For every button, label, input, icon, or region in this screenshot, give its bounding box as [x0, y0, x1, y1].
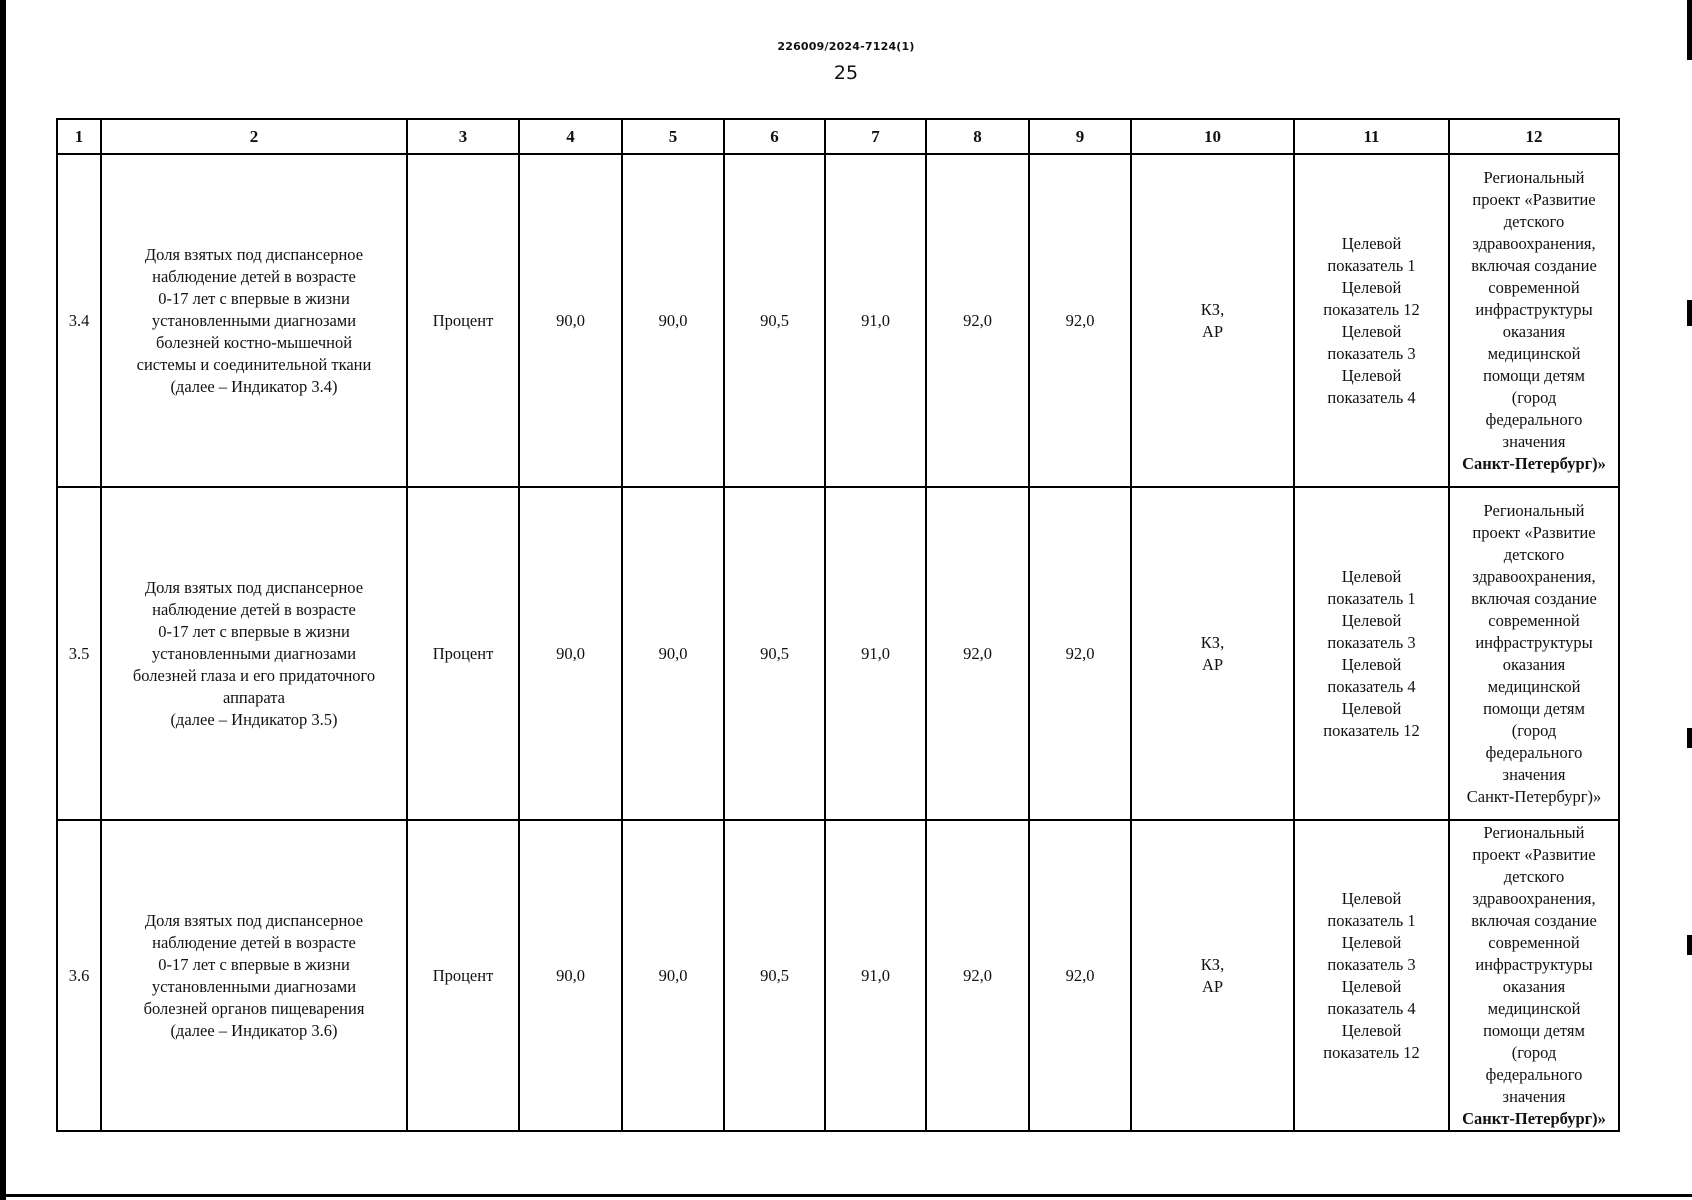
indicator-name-line: 0-17 лет с впервые в жизни: [158, 621, 350, 641]
unit-cell: Процент: [407, 820, 519, 1131]
value-cell-4: 90,0: [519, 487, 622, 820]
indicator-name-cell: [101, 154, 407, 487]
indicator-name-line: болезней органов пищеварения: [143, 998, 365, 1018]
project-line: проект «Развитие: [1472, 522, 1596, 542]
indicator-name-cell: [101, 487, 407, 820]
project-line: медицинской: [1487, 998, 1581, 1018]
row-id-cell: 3.4: [57, 154, 101, 487]
column-header: 5: [622, 119, 724, 154]
project-line: (город: [1511, 387, 1557, 407]
project-cell: [1449, 820, 1619, 1131]
target-line: показатель 1: [1327, 588, 1416, 608]
target-line: показатель 3: [1327, 343, 1416, 363]
target-line: Целевой: [1341, 888, 1402, 908]
scan-edge-bottom: [0, 1194, 1692, 1197]
responsible-line: АР: [1201, 321, 1224, 341]
responsible-line: КЗ,: [1200, 954, 1225, 974]
indicator-name-line: Доля взятых под диспансерное: [144, 910, 364, 930]
target-line: показатель 4: [1327, 387, 1416, 407]
column-header: 7: [825, 119, 926, 154]
indicator-name-line: 0-17 лет с впервые в жизни: [158, 954, 350, 974]
project-line: (город: [1511, 720, 1557, 740]
project-line: современной: [1488, 277, 1580, 297]
value-cell-7: 91,0: [825, 154, 926, 487]
table-row: [57, 820, 1619, 1131]
value-cell-8: 92,0: [926, 154, 1029, 487]
project-line: Региональный: [1483, 500, 1585, 520]
project-line: инфраструктуры: [1475, 299, 1593, 319]
unit-cell: Процент: [407, 487, 519, 820]
responsible-line: АР: [1201, 654, 1224, 674]
indicator-name-line: установленными диагнозами: [151, 310, 357, 330]
targets-cell: [1294, 487, 1449, 820]
column-header: 2: [101, 119, 407, 154]
project-line: оказания: [1502, 654, 1566, 674]
responsible-cell: [1131, 820, 1294, 1131]
target-line: Целевой: [1341, 277, 1402, 297]
project-line: включая создание: [1471, 255, 1597, 275]
project-line: включая создание: [1471, 588, 1597, 608]
target-line: показатель 12: [1323, 720, 1420, 740]
project-line: детского: [1503, 544, 1565, 564]
project-line: значения: [1502, 764, 1566, 784]
project-line: помощи детям: [1483, 698, 1585, 718]
target-line: Целевой: [1341, 698, 1402, 718]
target-line: Целевой: [1341, 976, 1402, 996]
indicator-name-line: 0-17 лет с впервые в жизни: [158, 288, 350, 308]
indicators-table: [56, 118, 1620, 1132]
column-header: 1: [57, 119, 101, 154]
row-id-cell: 3.5: [57, 487, 101, 820]
indicator-name-line: наблюдение детей в возрасте: [152, 932, 356, 952]
project-line: федерального: [1485, 742, 1583, 762]
project-line: здравоохранения,: [1472, 566, 1596, 586]
value-cell-8: 92,0: [926, 820, 1029, 1131]
targets-cell: [1294, 154, 1449, 487]
indicator-name-line: системы и соединительной ткани: [136, 354, 372, 374]
project-line: проект «Развитие: [1472, 189, 1596, 209]
value-cell-6: 90,5: [724, 154, 825, 487]
unit-cell: Процент: [407, 154, 519, 487]
target-line: показатель 4: [1327, 998, 1416, 1018]
table-row: [57, 487, 1619, 820]
value-cell-8: 92,0: [926, 487, 1029, 820]
project-line: оказания: [1502, 321, 1566, 341]
indicator-name-line: аппарата: [223, 687, 285, 707]
project-line: медицинской: [1487, 343, 1581, 363]
value-cell-7: 91,0: [825, 487, 926, 820]
project-line: Санкт-Петербург)»: [1462, 1108, 1606, 1128]
value-cell-9: 92,0: [1029, 820, 1131, 1131]
target-line: показатель 3: [1327, 632, 1416, 652]
value-cell-9: 92,0: [1029, 487, 1131, 820]
indicator-name-line: Доля взятых под диспансерное: [144, 577, 364, 597]
column-header: 8: [926, 119, 1029, 154]
target-line: показатель 1: [1327, 910, 1416, 930]
project-line: современной: [1488, 610, 1580, 630]
column-header: 6: [724, 119, 825, 154]
target-line: Целевой: [1341, 365, 1402, 385]
responsible-line: КЗ,: [1200, 299, 1225, 319]
indicator-name-line: Доля взятых под диспансерное: [144, 244, 364, 264]
target-line: показатель 12: [1323, 299, 1420, 319]
responsible-line: КЗ,: [1200, 632, 1225, 652]
value-cell-5: 90,0: [622, 154, 724, 487]
target-line: Целевой: [1341, 321, 1402, 341]
column-header: 3: [407, 119, 519, 154]
column-header: 12: [1449, 119, 1619, 154]
project-line: проект «Развитие: [1472, 844, 1596, 864]
indicator-name-line: установленными диагнозами: [151, 643, 357, 663]
project-line: Региональный: [1483, 822, 1585, 842]
project-line: инфраструктуры: [1475, 954, 1593, 974]
column-header: 11: [1294, 119, 1449, 154]
project-line: включая создание: [1471, 910, 1597, 930]
value-cell-7: 91,0: [825, 820, 926, 1131]
target-line: показатель 3: [1327, 954, 1416, 974]
column-header: 4: [519, 119, 622, 154]
project-line: Санкт-Петербург)»: [1462, 453, 1606, 473]
scan-edge-left: [0, 0, 6, 1200]
target-line: Целевой: [1341, 610, 1402, 630]
indicator-name-line: болезней костно-мышечной: [155, 332, 353, 352]
project-line: здравоохранения,: [1472, 888, 1596, 908]
target-line: Целевой: [1341, 654, 1402, 674]
page-number: 25: [833, 62, 859, 84]
project-line: детского: [1503, 866, 1565, 886]
project-cell: [1449, 154, 1619, 487]
target-line: показатель 1: [1327, 255, 1416, 275]
row-id-cell: 3.6: [57, 820, 101, 1131]
project-line: детского: [1503, 211, 1565, 231]
value-cell-4: 90,0: [519, 154, 622, 487]
target-line: Целевой: [1341, 932, 1402, 952]
targets-cell: [1294, 820, 1449, 1131]
indicator-name-line: (далее – Индикатор 3.6): [170, 1020, 338, 1040]
value-cell-4: 90,0: [519, 820, 622, 1131]
target-line: Целевой: [1341, 566, 1402, 586]
value-cell-6: 90,5: [724, 820, 825, 1131]
target-line: показатель 12: [1323, 1042, 1420, 1062]
project-line: медицинской: [1487, 676, 1581, 696]
document-number: 226009/2024-7124(1): [777, 40, 915, 53]
project-line: (город: [1511, 1042, 1557, 1062]
column-header: 9: [1029, 119, 1131, 154]
target-line: Целевой: [1341, 1020, 1402, 1040]
indicator-name-cell: [101, 820, 407, 1131]
target-line: показатель 4: [1327, 676, 1416, 696]
value-cell-5: 90,0: [622, 820, 724, 1131]
responsible-cell: [1131, 154, 1294, 487]
indicator-name-line: (далее – Индикатор 3.4): [170, 376, 338, 396]
project-line: современной: [1488, 932, 1580, 952]
table-header-row: [57, 119, 1619, 154]
target-line: Целевой: [1341, 233, 1402, 253]
indicator-name-line: болезней глаза и его придаточного: [132, 665, 376, 685]
table-row: [57, 154, 1619, 487]
indicator-name-line: наблюдение детей в возрасте: [152, 266, 356, 286]
project-line: значения: [1502, 1086, 1566, 1106]
project-line: федерального: [1485, 409, 1583, 429]
project-line: Региональный: [1483, 167, 1585, 187]
value-cell-5: 90,0: [622, 487, 724, 820]
project-line: помощи детям: [1483, 1020, 1585, 1040]
project-line: Санкт-Петербург)»: [1466, 786, 1602, 806]
value-cell-6: 90,5: [724, 487, 825, 820]
project-line: помощи детям: [1483, 365, 1585, 385]
project-line: здравоохранения,: [1472, 233, 1596, 253]
project-line: инфраструктуры: [1475, 632, 1593, 652]
project-line: федерального: [1485, 1064, 1583, 1084]
project-line: значения: [1502, 431, 1566, 451]
indicator-name-line: наблюдение детей в возрасте: [152, 599, 356, 619]
value-cell-9: 92,0: [1029, 154, 1131, 487]
project-cell: [1449, 487, 1619, 820]
project-line: оказания: [1502, 976, 1566, 996]
responsible-cell: [1131, 487, 1294, 820]
indicator-name-line: (далее – Индикатор 3.5): [170, 709, 338, 729]
indicator-name-line: установленными диагнозами: [151, 976, 357, 996]
responsible-line: АР: [1201, 976, 1224, 996]
column-header: 10: [1131, 119, 1294, 154]
